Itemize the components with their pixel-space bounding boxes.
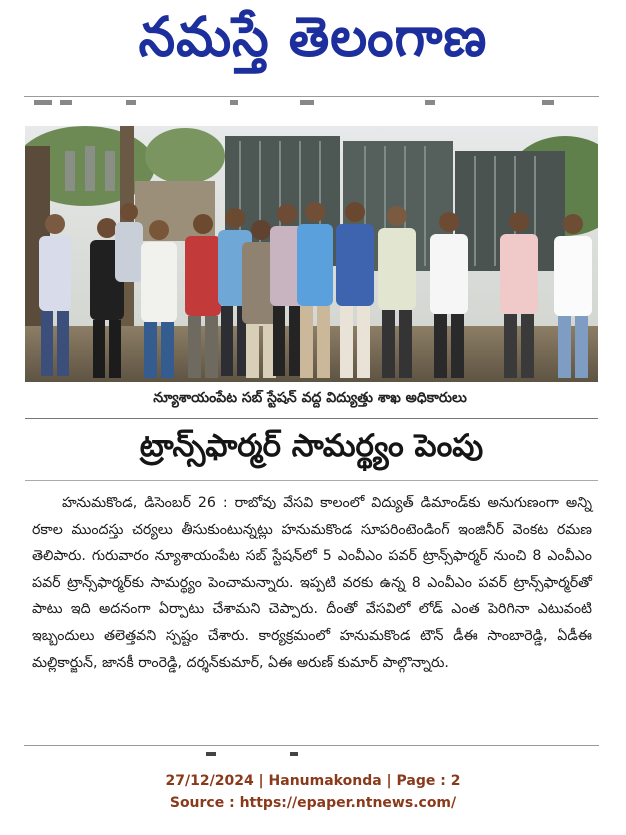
caption-divider	[25, 418, 598, 419]
substation-group-photo	[25, 126, 598, 382]
article-body: హనుమకొండ, డిసెంబర్‌ 26 : రాబోవు వేసవి కాలంలో విద్యుత్‌ డిమాండ్‌కు అనుగుణంగా అన్ని రకాల ముందస్తు చర్యలు తీసుకుంటున్నట్లు హనుమకొండ సూపరింటెండింగ్‌ ఇంజినీర్‌ వెంకట రమణ తెలిపారు. గురువారం న్యూశాయంపేట సబ్‌ స్టేషన్‌లో 5 ఎంవీఎం పవర్‌ ట్రాన్స్‌ఫార్మర్‌ నుంచి 8 ఎంవీఎం పవర్‌ ట్రాన్స్‌ఫార్మర్‌కు సామర్థ్యం పెంచామన్నారు. ఇప్పటి వరకు ఉన్న 8 ఎంవీఎం పవర్‌ ట్రాన్స్‌ఫార్మర్‌తో పాటు ఇది అదనంగా ఏర్పాటు చేశామని చెప్పారు. దీంతో వేసవిలో లోడ్‌ ఎంత పెరిగినా ఎటువంటి ఇబ్బందులు తలెత్తవని స్పష్టం చేశారు. కార్యక్రమంలో హనుమకొండ టౌన్‌ డీఈ సాంబారెడ్డి, ఏడీఈ మల్లికార్జున్‌, జానకీ రాంరెడ్డి, దర్శన్‌కుమార్‌, ఏఈ అరుణ్‌ కుమార్‌ పాల్గొన్నారు.	[32, 495, 592, 671]
article-photo	[25, 126, 598, 382]
photo-caption: న్యూశాయంపేట సబ్‌ స్టేషన్‌ వద్ద విద్యుత్తు శాఖ అధికారులు	[153, 390, 467, 406]
article-headline: ట్రాన్స్‌ఫార్మర్‌ సామర్థ్యం పెంపు	[139, 428, 484, 464]
headline-divider	[25, 480, 598, 481]
cropped-text-marks	[30, 96, 590, 110]
newspaper-masthead	[0, 0, 626, 88]
footer-edition-info: 27/12/2024 | Hanumakonda | Page : 2	[165, 773, 461, 789]
cropped-text-fragment-bottom	[170, 742, 330, 748]
masthead-title: నమస్తే తెలంగాణ	[138, 5, 488, 69]
cropped-text-marks-bottom	[170, 751, 330, 757]
footer-source-link[interactable]: Source : https://epaper.ntnews.com/	[169, 795, 457, 811]
cropped-text-fragment	[30, 96, 590, 110]
